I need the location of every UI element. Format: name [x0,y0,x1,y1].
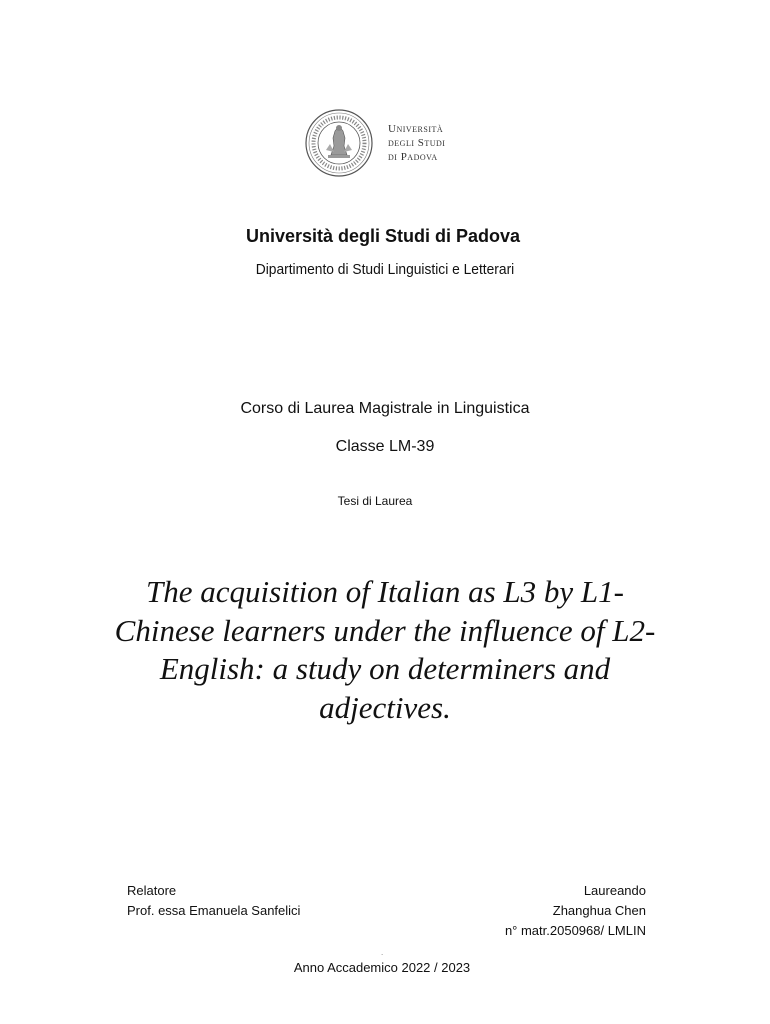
academic-year: Anno Accademico 2022 / 2023 [293,960,471,975]
logo-line-3: di Padova [388,151,438,163]
degree-class: Classe LM-39 [335,438,435,455]
logo-line-2: degli Studi [388,137,446,149]
candidate-matricola: n° matr.2050968/ LMLIN [504,923,646,938]
supervisor-label: Relatore [127,883,177,898]
logo-wordmark [388,122,445,164]
course-name: Corso di Laurea Magistrale in Linguistica [240,400,530,417]
separator-dot: . [381,948,384,957]
thesis-title: The acquisition of Italian as L3 by L1-Chinese learners under the influence of L2-English: a study on determiners and adjectives. [114,574,656,725]
candidate-block [505,881,646,941]
candidate-label: Laureando [583,883,646,898]
university-seal-icon [304,108,374,178]
department-name: Dipartimento di Studi Linguistici e Letterari [255,261,515,278]
university-logo [304,108,464,178]
logo-line-1: Università [388,123,444,135]
candidate-name: Zhanghua Chen [552,903,646,918]
university-name: Università degli Studi di Padova [245,226,521,246]
thesis-type: Tesi di Laurea [337,494,413,508]
supervisor-name: Prof. essa Emanuela Sanfelici [127,903,301,918]
supervisor-block [127,881,300,921]
